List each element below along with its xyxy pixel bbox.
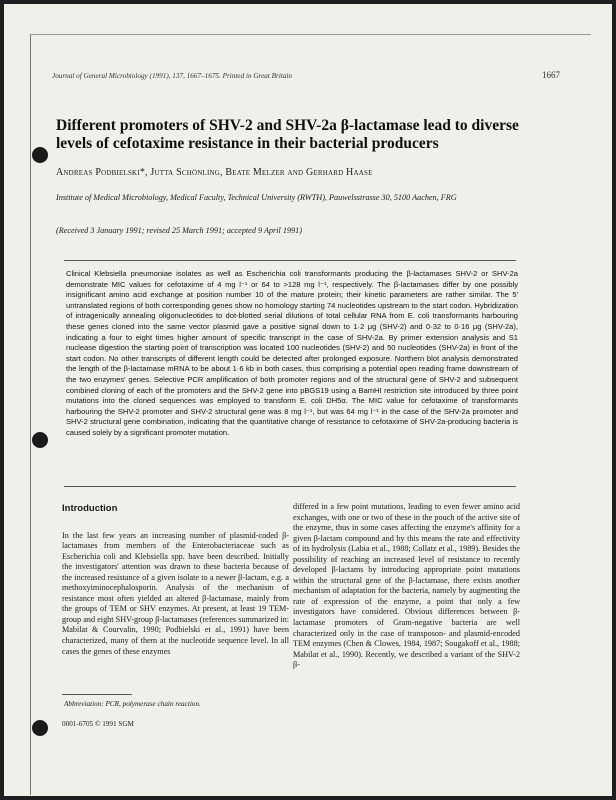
binder-hole [32,720,48,736]
footnote-divider [62,694,132,695]
binder-hole [32,432,48,448]
left-column [62,504,289,657]
journal-citation: Journal of General Microbiology (1991), 137, 1667–1675. Printed in Great Britain [52,72,293,80]
divider [64,260,516,261]
binder-hole [32,147,48,163]
page-number: 1667 [542,70,560,80]
section-heading: Introduction [62,503,118,514]
intro-paragraph-continued: differed in a few point mutations, leading to even fewer amino acid exchanges, with one or two of these in the pouch of the active site of the enzyme, thus in some cases affecting the enzyme's affinity for a given β-lactam compound and by this means the rate and effectivity of its hydrolysis (Labia et al., 1988; Collatz et al., 1989). Besides the possibility of reaching an increased level of resistance to recently developed β-lactams by introducing appropriate point mutations within the structural gene of the β-lactamase, there exists another mechanism of adaptation for the bacteria, namely by augmenting the rate of expression of the enzyme, a point that only a few investigators have considered. Obvious differences between β-lactamase promoters of Gram-negative bacteria are well characterized only in the case of transposon- and plasmid-encoded TEM enzymes (Chen & Clowes, 1984, 1987; Sougakoff et al., 1988; Mabilat et al., 1990). Recently, we described a variant of the SHV-2 β- [293,502,520,670]
affiliation: Institute of Medical Microbiology, Medical Faculty, Technical University (RWTH), Pauwelsstrasse 30, 5100 Aachen, FRG [56,193,457,202]
journal-page [4,4,612,796]
article-title: Different promoters of SHV-2 and SHV-2a β-lactamase lead to diverse levels of cefotaxime resistance in their bacterial producers [56,117,519,152]
running-header [52,72,560,80]
abstract: Clinical Klebsiella pneumoniae isolates as well as Escherichia coli transformants producing the β-lactamases SHV-2 or SHV-2a demonstrate MIC values for cefotaxime of 4 mg l⁻¹ or 64 to >128 mg l⁻¹, respectively. The β-lactamases differ by one possibly insignificant amino acid exchange at position number 10 of the mature protein; their kinetic parameters are rather similar. The 5′ untranslated regions of both corresponding genes show no homology starting 74 nucleotides upstream to the start codon. Hybridization of intragenically annealing oligonucleotides to dot-blotted serial dilutions of total cellular RNA from E. coli transformants harbouring these genes cloned into the same vector plasmid gave a positive signal down to 1·2 μg (SHV-2) and 0·32 to 0·16 μg (SHV-2a), indicating a four to eight times higher amount of specific transcript in the case of SHV-2a. By primer extension analysis and S1 nuclease digestion the starting point of transcription was located 100 nucleotides (SHV-2) and 50 nucleotides (SHV-2a) in front of the start codon. No other transcripts of different length could be detected after prolonged exposure. Northern blot analysis demonstrated the length of the β-lactamase mRNA to be about 1·6 kb in both cases, thus comprising a potential open reading frame downstream of the two enzymes' genes. Selective PCR amplification of both promoter regions and of the structural gene of SHV-2 and subsequent combined cloning of each of the promoters and the SHV-2 gene into pBGS19 using a BamHI restriction site introduced by three point mutations into the cloned sequences was employed to transform E. coli DH5α. The MIC value for cefotaxime of transformants harbouring the SHV-2 promoter and SHV-2 structural gene was 8 mg l⁻¹, but was 64 mg l⁻¹ in the case of the SHV-2a promoter and SHV-2 structural gene combination, indicating that the quantitative change of resistance to cefotaxime of SHV-2a-producing bacteria is caused solely by a significant promoter mutation. [66,269,518,437]
footnote: Abbreviation: PCR, polymerase chain reaction. [64,700,201,708]
received-dates: (Received 3 January 1991; revised 25 March 1991; accepted 9 April 1991) [56,226,302,235]
divider [64,486,516,487]
right-column [293,502,520,671]
author-list: Andreas Podbielski*, Jutta Schönling, Beate Melzer and Gerhard Haase [56,167,373,178]
intro-paragraph: In the last few years an increasing number of plasmid-coded β-lactamases from members of the Enterobacteriaceae such as Escherichia coli and Klebsiella spp. have been described. Initially the investigators' attention was drawn to these bacteria because of the increased resistance of a given isolate to a newer β-lactam, e.g. a methoxyiminocephalosporin. Analysis of the mechanism of resistance most often yielded an altered β-lactamase, mainly from the groups of TEM or SHV enzymes. At present, at least 19 TEM-group and eight SHV-group β-lactamases (references summarized in: Mabilat & Courvalin, 1990; Podbielski et al., 1991) have been characterized, many of them at the nucleotide sequence level. In all cases the genes of these enzymes [62,530,289,656]
issn-copyright: 0001-6705 © 1991 SGM [62,720,134,728]
